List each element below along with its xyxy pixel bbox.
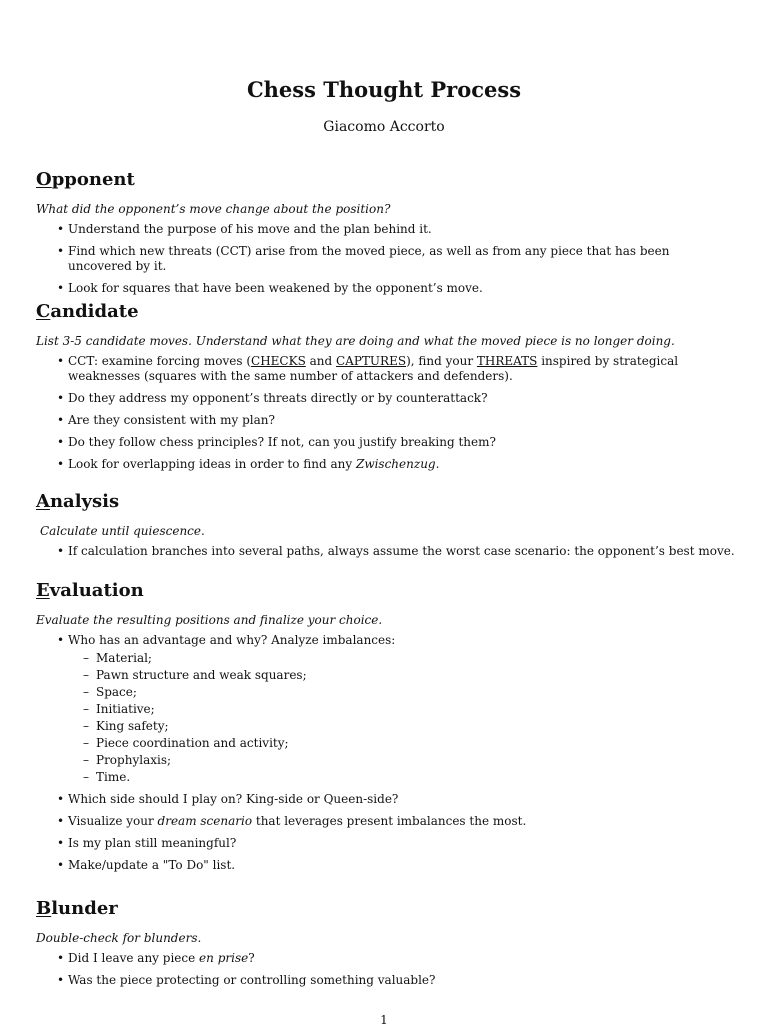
list-item: • Did I leave any piece en prise? xyxy=(36,951,736,966)
section-lead: Double-check for blunders. xyxy=(36,931,202,945)
section-heading-candidate: Candidate xyxy=(36,301,139,322)
list-item: • Make/update a "To Do" list. xyxy=(36,858,736,873)
bullet-list xyxy=(36,354,736,472)
page-number: 1 xyxy=(380,1013,388,1027)
imbalance-item: – Pawn structure and weak squares; xyxy=(36,668,736,683)
section-lead: Calculate until quiescence. xyxy=(40,524,205,538)
list-item: • Do they follow chess principles? If not, can you justify breaking them? xyxy=(36,435,736,450)
document-title: Chess Thought Process xyxy=(246,77,522,102)
list-item: • Do they address my opponent’s threats directly or by counterattack? xyxy=(36,391,736,406)
section-heading-evaluation: Evaluation xyxy=(36,580,144,601)
list-item: • Is my plan still meaningful? xyxy=(36,836,736,851)
list-item: • Look for overlapping ideas in order to find any Zwischenzug. xyxy=(36,457,736,472)
captures-term: CAPTURES xyxy=(336,354,407,368)
list-item: • Understand the purpose of his move and the plan behind it. xyxy=(36,222,736,237)
document-author: Giacomo Accorto xyxy=(323,119,445,135)
list-item: • Which side should I play on? King-side or Queen-side? xyxy=(36,792,736,807)
bullet-list xyxy=(36,633,736,873)
section-evaluation xyxy=(36,580,736,873)
bullet-list xyxy=(36,544,736,559)
threats-term: THREATS xyxy=(476,354,538,368)
list-item: • Are they consistent with my plan? xyxy=(36,413,736,428)
list-item: • Find which new threats (CCT) arise from the moved piece, as well as from any piece that has been uncovered by it. xyxy=(36,244,736,274)
list-item: • Who has an advantage and why? Analyze imbalances: – Material; – Pawn structure and weak squares; – Space; – Initiative; – King safety; – Piece coordination and activity; – Prophylaxis; – Time. xyxy=(36,633,736,785)
checks-term: CHECKS xyxy=(251,354,306,368)
section-heading-analysis: Analysis xyxy=(36,491,120,512)
section-heading-opponent: Opponent xyxy=(36,169,135,190)
imbalance-item: – Prophylaxis; xyxy=(36,753,736,768)
imbalance-item: – Material; xyxy=(36,651,736,666)
list-item: • If calculation branches into several paths, always assume the worst case scenario: the opponent’s best move. xyxy=(36,544,736,559)
list-item: • Look for squares that have been weakened by the opponent’s move. xyxy=(36,281,736,296)
section-heading-blunder: Blunder xyxy=(36,898,118,919)
imbalance-item: – King safety; xyxy=(36,719,736,734)
bullet-list xyxy=(36,951,736,988)
list-item: • Visualize your dream scenario that leverages present imbalances the most. xyxy=(36,814,736,829)
imbalance-item: – Initiative; xyxy=(36,702,736,717)
section-blunder xyxy=(36,898,736,988)
imbalance-list xyxy=(36,651,736,785)
section-lead: Evaluate the resulting positions and finalize your choice. xyxy=(36,613,383,627)
section-opponent xyxy=(36,169,736,296)
imbalance-item: – Space; xyxy=(36,685,736,700)
section-candidate xyxy=(36,301,736,472)
imbalance-item: – Piece coordination and activity; xyxy=(36,736,736,751)
section-lead: List 3-5 candidate moves. Understand what they are doing and what the moved piece is no longer doing. xyxy=(36,334,675,348)
list-item: • Was the piece protecting or controlling something valuable? xyxy=(36,973,736,988)
list-item: • CCT: examine forcing moves (CHECKS and CAPTURES), find your THREATS inspired by strategical weaknesses (squares with the same number of attackers and defenders). xyxy=(36,354,736,384)
bullet-list xyxy=(36,222,736,296)
section-lead: What did the opponent’s move change about the position? xyxy=(36,202,391,216)
imbalance-item: – Time. xyxy=(36,770,736,785)
section-analysis xyxy=(36,491,736,559)
